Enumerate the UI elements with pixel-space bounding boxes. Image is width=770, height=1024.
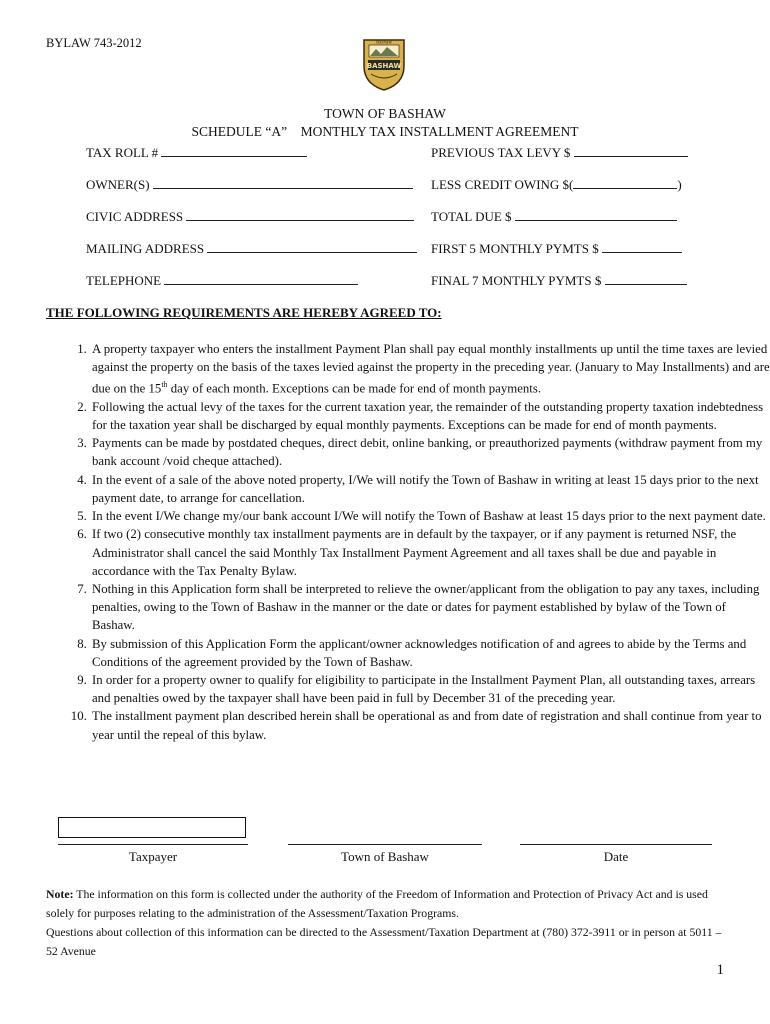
privacy-note	[46, 885, 726, 961]
total-due-field[interactable]	[431, 208, 677, 225]
taxpayer-signature-box[interactable]	[58, 817, 246, 838]
taxpayer-label: Taxpayer	[128, 849, 178, 864]
privacy-note-text: Note: The information on this form is collected under the authority of the Freedom of Information and Protection of Privacy Act and is used solely for purposes relating to the administration of the Assessment/Taxation Programs.	[46, 887, 708, 920]
less-credit-close: )	[677, 177, 682, 192]
requirement-item: 7. Nothing in this Application form shall be interpreted to relieve the owner/applicant from the obligation to pay any taxes, including penalties, owing to the Town of Bashaw in the manner or the date or dates for payment established by bylaw of the Town of Bashaw.	[90, 580, 770, 635]
date-label: Date	[603, 849, 629, 864]
requirement-item: 6. If two (2) consecutive monthly tax installment payments are in default by the taxpayer, or if any payment is returned NSF, the Administrator shall cancel the said Monthly Tax Installment Payment Agreement and all taxes shall be due and payable in accordance with the Tax Penalty Bylaw.	[90, 525, 770, 580]
total-due-label: TOTAL DUE $	[431, 209, 512, 224]
requirement-item: 1. A property taxpayer who enters the installment Payment Plan shall pay equal monthly installments up until the time taxes are levied against the property on the basis of the taxes levied against the property in the preceding year. (January to May Installments) and are due on the 15th day of each month. Exceptions can be made for end of month payments.	[90, 340, 770, 398]
requirements-list	[46, 340, 770, 744]
mailing-address-field[interactable]	[86, 240, 417, 257]
owners-blank[interactable]	[153, 176, 413, 189]
final-7-pymts-blank[interactable]	[605, 272, 687, 285]
total-due-blank[interactable]	[515, 208, 677, 221]
civic-address-label: CIVIC ADDRESS	[86, 209, 184, 224]
final-7-pymts-field[interactable]	[431, 272, 687, 289]
schedule-title: SCHEDULE “A” MONTHLY TAX INSTALLMENT AGREEMENT	[191, 124, 579, 139]
town-label: Town of Bashaw	[341, 849, 429, 864]
requirement-item: 5. In the event I/We change my/our bank account I/We will notify the Town of Bashaw at least 15 days prior to the next payment date.	[90, 507, 770, 525]
logo-text: BASHAW	[366, 62, 402, 70]
requirement-item: 2. Following the actual levy of the taxes for the current taxation year, the remainder of the outstanding property taxation indebtedness for the taxation year shall be discharged by equal monthly payments. Exceptions can be made for end of month payments.	[90, 398, 770, 434]
town-crest-logo	[361, 36, 407, 92]
owners-label: OWNER(S)	[86, 177, 150, 192]
requirement-item: 4. In the event of a sale of the above noted property, I/We will notify the Town of Bashaw in writing at least 15 days prior to the next payment date, to arrange for cancellation.	[90, 471, 770, 507]
tax-roll-label: TAX ROLL #	[86, 145, 159, 160]
tax-roll-field[interactable]	[86, 144, 307, 161]
less-credit-blank[interactable]	[573, 176, 677, 189]
requirement-item: 8. By submission of this Application Form the applicant/owner acknowledges notification of and agrees to abide by the Terms and Conditions of the agreement provided by the Town of Bashaw.	[90, 635, 770, 671]
requirement-item: 9. In order for a property owner to qualify for eligibility to participate in the Installment Payment Plan, all outstanding taxes, arrears and penalties owed by the taxpayer shall have been paid in full by December 31 of the preceding year.	[90, 671, 770, 707]
less-credit-field[interactable]	[431, 176, 682, 193]
requirements-heading: THE FOLLOWING REQUIREMENTS ARE HEREBY AGREED TO:	[46, 305, 442, 320]
first-5-pymts-blank[interactable]	[602, 240, 682, 253]
previous-tax-levy-blank[interactable]	[574, 144, 688, 157]
bylaw-number: BYLAW 743-2012	[46, 36, 142, 50]
previous-tax-levy-label: PREVIOUS TAX LEVY $	[431, 145, 571, 160]
owners-field[interactable]	[86, 176, 413, 193]
first-5-pymts-field[interactable]	[431, 240, 682, 257]
telephone-blank[interactable]	[164, 272, 358, 285]
telephone-field[interactable]	[86, 272, 358, 289]
taxpayer-signature-line[interactable]	[58, 844, 248, 845]
logo-banner: Bashaw	[376, 39, 392, 45]
civic-address-blank[interactable]	[186, 208, 414, 221]
mailing-address-blank[interactable]	[207, 240, 417, 253]
civic-address-field[interactable]	[86, 208, 414, 225]
questions-text: Questions about collection of this information can be directed to the Assessment/Taxation Department at (780) 372-3911 or in person at 5011 – 52 Avenue	[46, 925, 722, 958]
first-5-pymts-label: FIRST 5 MONTHLY PYMTS $	[431, 241, 599, 256]
requirement-item: 3. Payments can be made by postdated cheques, direct debit, online banking, or preauthorized payments (withdraw payment from my bank account /void cheque attached).	[90, 434, 770, 470]
previous-tax-levy-field[interactable]	[431, 144, 688, 161]
less-credit-label: LESS CREDIT OWING $(	[431, 177, 574, 192]
town-signature-line[interactable]	[288, 844, 482, 845]
tax-roll-blank[interactable]	[161, 144, 307, 157]
requirement-item: 10. The installment payment plan described herein shall be operational as and from date of registration and shall continue from year to year until the repeal of this bylaw.	[90, 707, 770, 743]
telephone-label: TELEPHONE	[86, 273, 162, 288]
mailing-address-label: MAILING ADDRESS	[86, 241, 205, 256]
date-line[interactable]	[520, 844, 712, 845]
town-title: TOWN OF BASHAW	[324, 106, 446, 121]
final-7-pymts-label: FINAL 7 MONTHLY PYMTS $	[431, 273, 602, 288]
page-number: 1	[716, 962, 724, 978]
